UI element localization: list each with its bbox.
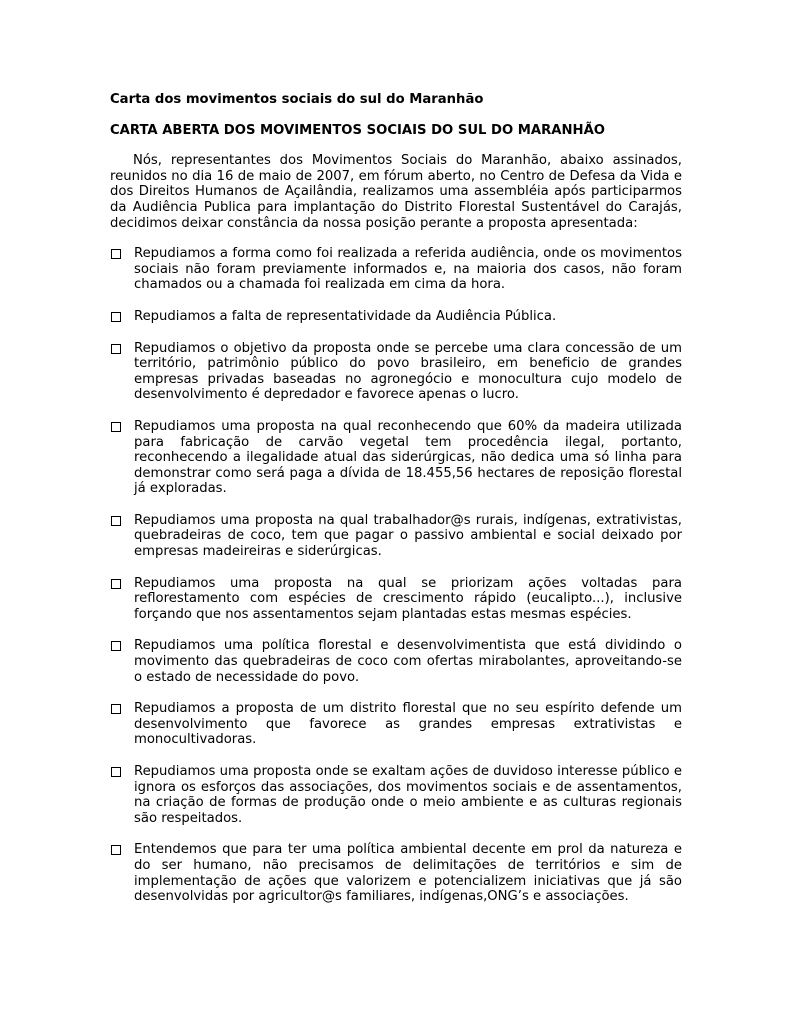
- checkbox-icon: [111, 312, 121, 322]
- checkbox-icon: [111, 641, 121, 651]
- list-item: [110, 309, 682, 325]
- list-item: [110, 419, 682, 497]
- document-title: Carta dos movimentos sociais do sul do Maranhão: [110, 92, 484, 107]
- list-item-text: Repudiamos uma proposta na qual trabalhador@s rurais, indígenas, extrativistas, quebradeiras de coco, tem que pagar o passivo ambiental e social deixado por empresas madeireiras e siderúrgicas.: [134, 512, 682, 560]
- list-item: [110, 842, 682, 904]
- list-item: [110, 246, 682, 293]
- checkbox-icon: [111, 344, 121, 354]
- statement-list: [110, 246, 682, 905]
- list-item-text: Repudiamos a forma como foi realizada a referida audiência, onde os movimentos sociais não foram previamente informados e, na maioria dos casos, não foram chamados ou a chamada foi realizada em cima da hora.: [134, 246, 682, 293]
- checkbox-icon: [111, 845, 121, 855]
- list-item-text: Repudiamos a falta de representatividade da Audiência Pública.: [134, 308, 557, 324]
- list-item: [110, 764, 682, 826]
- checkbox-icon: [111, 704, 121, 714]
- checkbox-icon: [111, 767, 121, 777]
- checkbox-icon: [111, 422, 121, 432]
- document-heading: CARTA ABERTA DOS MOVIMENTOS SOCIAIS DO SUL DO MARANHÃO: [110, 122, 605, 138]
- list-item: [110, 638, 682, 685]
- checkbox-icon: [111, 516, 121, 526]
- list-item-text: Repudiamos uma proposta onde se exaltam ações de duvidoso interesse público e ignora os esforços das associações, dos movimentos sociais e de assentamentos, na criação de formas de produção onde o meio ambiente e as culturas regionais são respeitados.: [134, 764, 682, 826]
- intro-paragraph: Nós, representantes dos Movimentos Sociais do Maranhão, abaixo assinados, reunidos no dia 16 de maio de 2007, em fórum aberto, no Centro de Defesa da Vida e dos Direitos Humanos de Açailândia, realizamos uma assembléia após participarmos da Audiência Publica para implantação do Distrito Florestal Sustentável do Carajás, decidimos deixar constância da nossa posição perante a proposta apresentada:: [110, 153, 682, 231]
- list-item: [110, 576, 682, 623]
- list-item-text: Repudiamos uma proposta na qual reconhecendo que 60% da madeira utilizada para fabricação de carvão vegetal tem procedência ilegal, portanto, reconhecendo a ilegalidade atual das siderúrgicas, não dedica uma só linha para demonstrar como será paga a dívida de 18.455,56 hectares de reposição florestal já exploradas.: [134, 418, 682, 497]
- list-item-text: Repudiamos uma proposta na qual se priorizam ações voltadas para reflorestamento com espécies de crescimento rápido (eucalipto...), inclusive forçando que nos assentamentos sejam plantadas estas mesmas espécies.: [134, 575, 682, 622]
- list-item: [110, 341, 682, 403]
- list-item: [110, 513, 682, 560]
- list-item: [110, 701, 682, 748]
- list-item-text: Repudiamos uma política florestal e desenvolvimentista que está dividindo o movimento das quebradeiras de coco com ofertas mirabolantes, aproveitando-se o estado de necessidade do povo.: [134, 638, 682, 685]
- list-item-text: Repudiamos a proposta de um distrito florestal que no seu espírito defende um desenvolvimento que favorece as grandes empresas extrativistas e monocultivadoras.: [134, 701, 682, 748]
- list-item-text: Entendemos que para ter uma política ambiental decente em prol da natureza e do ser humano, não precisamos de delimitações de territórios e sim de implementação de ações que valorizem e potencializem iniciativas que já são desenvolvidas por agricultor@s familiares, indígenas,ONG’s e associações.: [134, 842, 682, 905]
- list-item-text: Repudiamos o objetivo da proposta onde se percebe uma clara concessão de um território, patrimônio público do povo brasileiro, em beneficio de grandes empresas privadas baseadas no agronegócio e monocultura cujo modelo de desenvolvimento é depredador e favorece apenas o lucro.: [134, 340, 682, 403]
- checkbox-icon: [111, 249, 121, 259]
- checkbox-icon: [111, 579, 121, 589]
- document-page: [110, 92, 682, 921]
